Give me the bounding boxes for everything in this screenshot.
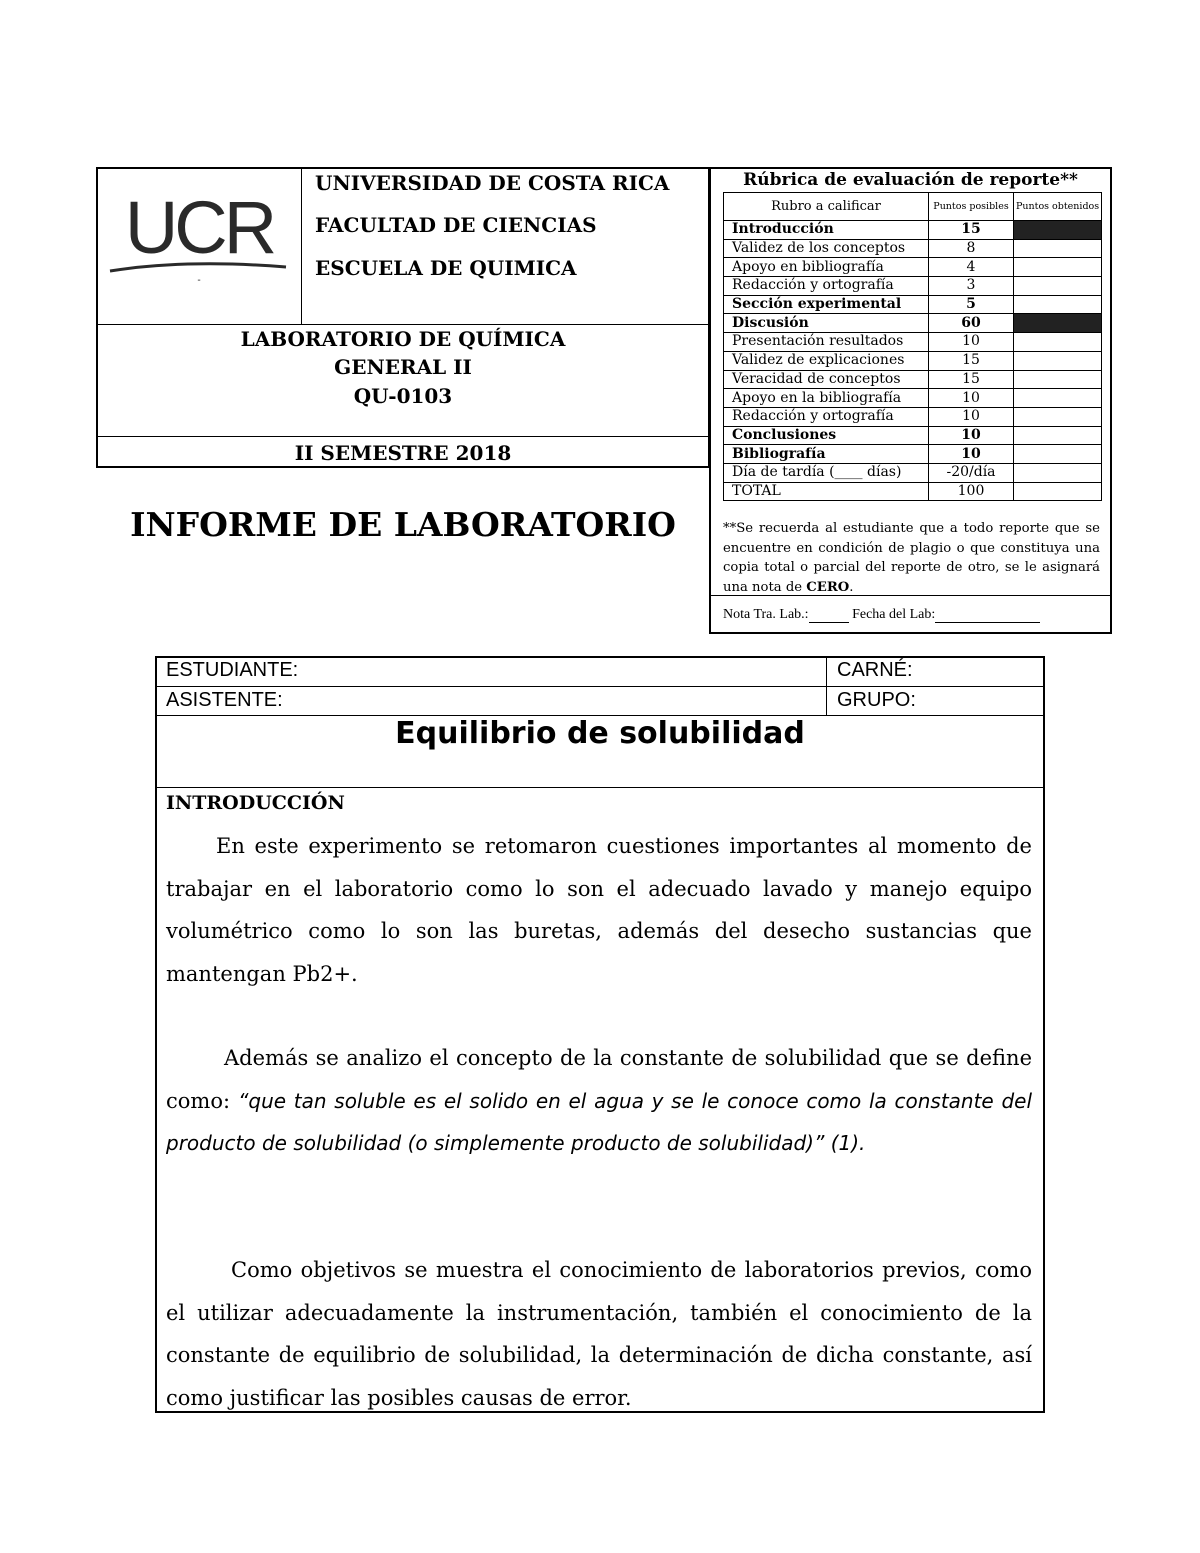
rubric-col-possible: Puntos posibles (929, 193, 1014, 221)
rubric-points: 8 (929, 239, 1014, 258)
rubric-item: Sección experimental (724, 295, 929, 314)
rubric-obtained-cell[interactable] (1014, 277, 1102, 296)
rubric-item: Día de tardía (____ días) (724, 463, 929, 482)
note-text: **Se recuerda al estudiante que a todo reporte que se encuentre en condición de plagio o que constituya una copia total o parcial del reporte de otro, se le asignará una nota de (723, 521, 1100, 595)
rubric-row (724, 258, 1102, 277)
rubric-obtained-cell[interactable] (1014, 370, 1102, 389)
university-name: UNIVERSIDAD DE COSTA RICA (315, 171, 670, 195)
definition-quote: “que tan soluble es el solido en el agua y se le conoce como la constante del producto de solubilidad (o simplemente producto de solubilidad)” (1). (166, 1088, 1032, 1155)
rubric-header-row (724, 193, 1102, 221)
rubric-points: 10 (929, 333, 1014, 352)
group-label: GRUPO: (837, 689, 916, 711)
rubric-obtained-cell[interactable] (1014, 333, 1102, 352)
rubric-points: 10 (929, 389, 1014, 408)
rubric-points: 15 (929, 221, 1014, 240)
rubric-obtained-cell[interactable] (1014, 351, 1102, 370)
rubric-points: 3 (929, 277, 1014, 296)
lab-title-line2: GENERAL II (334, 355, 472, 379)
fecha-label: Fecha del Lab: (852, 607, 936, 622)
rubric-obtained-cell[interactable] (1014, 239, 1102, 258)
rubric-row (724, 370, 1102, 389)
document-title: Equilibrio de solubilidad (395, 716, 805, 751)
rubric-obtained-cell[interactable] (1014, 426, 1102, 445)
paragraph-text: En este experimento se retomaron cuestiones importantes al momento de trabajar en el laboratorio como lo son el adecuado lavado y manejo equipo volumétrico como lo son las buretas, además del desecho sustancias que mantengan Pb2+. (166, 834, 1032, 986)
rubric-col-item: Rubro a calificar (724, 193, 929, 221)
lab-title-line1: LABORATORIO DE QUÍMICA (240, 327, 566, 351)
intro-paragraph-3 (166, 1249, 1032, 1419)
rubric-row (724, 277, 1102, 296)
rubric-item: Bibliografía (724, 445, 929, 464)
nota-label: Nota Tra. Lab.: (723, 607, 809, 622)
nota-blank[interactable] (809, 622, 849, 623)
rubric-item: Introducción (724, 221, 929, 240)
rubric-obtained-cell[interactable] (1014, 482, 1102, 501)
logo-sub: - (197, 275, 201, 286)
rubric-item: Conclusiones (724, 426, 929, 445)
rubric-item: Apoyo en bibliografía (724, 258, 929, 277)
rubric-row (724, 333, 1102, 352)
rubric-table (723, 192, 1102, 501)
plagiarism-note (723, 519, 1100, 597)
rubric-row (724, 407, 1102, 426)
rubric-row (724, 445, 1102, 464)
intro-paragraph-2 (166, 1037, 1032, 1165)
rubric-item: Presentación resultados (724, 333, 929, 352)
rubric-points: 10 (929, 445, 1014, 464)
rubric-row (724, 221, 1102, 240)
report-heading: INFORME DE LABORATORIO (130, 505, 676, 544)
grade-date-line (723, 607, 1040, 623)
rubric-points: 60 (929, 314, 1014, 333)
rubric-col-obtained: Puntos obtenidos (1014, 193, 1102, 221)
rubric-row (724, 351, 1102, 370)
rubric-divider (709, 595, 1112, 596)
paragraph-text: Además se analizo el concepto de la constante de solubilidad que se define como: (166, 1046, 1032, 1113)
field-divider (155, 686, 1045, 687)
intro-heading: INTRODUCCIÓN (166, 792, 345, 814)
ucr-logo (96, 167, 302, 325)
rubric-row (724, 295, 1102, 314)
rubric-points: 10 (929, 426, 1014, 445)
rubric-item: TOTAL (724, 482, 929, 501)
rubric-points: 5 (929, 295, 1014, 314)
rubric-row (724, 426, 1102, 445)
rubric-obtained-cell[interactable] (1014, 295, 1102, 314)
header-divider (96, 324, 710, 325)
rubric-points: -20/día (929, 463, 1014, 482)
rubric-item: Discusión (724, 314, 929, 333)
school-name: ESCUELA DE QUIMICA (315, 256, 577, 280)
rubric-points: 15 (929, 370, 1014, 389)
field-column-divider (826, 656, 827, 716)
rubric-item: Veracidad de conceptos (724, 370, 929, 389)
rubric-row (724, 389, 1102, 408)
rubric-obtained-cell[interactable] (1014, 389, 1102, 408)
rubric-points: 4 (929, 258, 1014, 277)
rubric-item: Validez de los conceptos (724, 239, 929, 258)
fecha-blank[interactable] (935, 622, 1040, 623)
rubric-row (724, 314, 1102, 333)
logo-cell (96, 167, 302, 325)
rubric-obtained-cell[interactable] (1014, 258, 1102, 277)
rubric-item: Apoyo en la bibliografía (724, 389, 929, 408)
rubric-obtained-cell[interactable] (1014, 445, 1102, 464)
rubric-points: 15 (929, 351, 1014, 370)
rubric-points: 10 (929, 407, 1014, 426)
rubric-row (724, 463, 1102, 482)
course-code: QU-0103 (353, 384, 453, 408)
semester: II SEMESTRE 2018 (294, 441, 512, 465)
rubric-obtained-cell (1014, 221, 1102, 240)
rubric-obtained-cell[interactable] (1014, 463, 1102, 482)
header-divider (96, 436, 710, 437)
note-bold: CERO (806, 579, 850, 595)
rubric-title: Rúbrica de evaluación de reporte** (743, 170, 1078, 190)
assistant-label: ASISTENTE: (166, 689, 283, 711)
note-end: . (849, 579, 854, 595)
rubric-row (724, 239, 1102, 258)
rubric-obtained-cell[interactable] (1014, 407, 1102, 426)
rubric-points: 100 (929, 482, 1014, 501)
logo-text: UCR (124, 186, 274, 269)
faculty-name: FACULTAD DE CIENCIAS (315, 213, 597, 237)
rubric-obtained-cell (1014, 314, 1102, 333)
rubric-item: Redacción y ortografía (724, 407, 929, 426)
rubric-item: Redacción y ortografía (724, 277, 929, 296)
rubric-row (724, 482, 1102, 501)
carne-label: CARNÉ: (837, 659, 913, 681)
student-label: ESTUDIANTE: (166, 659, 299, 681)
intro-paragraph-1 (166, 825, 1032, 995)
title-divider (155, 787, 1045, 788)
paragraph-text: Como objetivos se muestra el conocimiento de laboratorios previos, como el utilizar adecuadamente la instrumentación, también el conocimiento de la constante de equilibrio de solubilidad, la determinación de dicha constante, así como justificar las posibles causas de error. (166, 1258, 1032, 1410)
rubric-item: Validez de explicaciones (724, 351, 929, 370)
